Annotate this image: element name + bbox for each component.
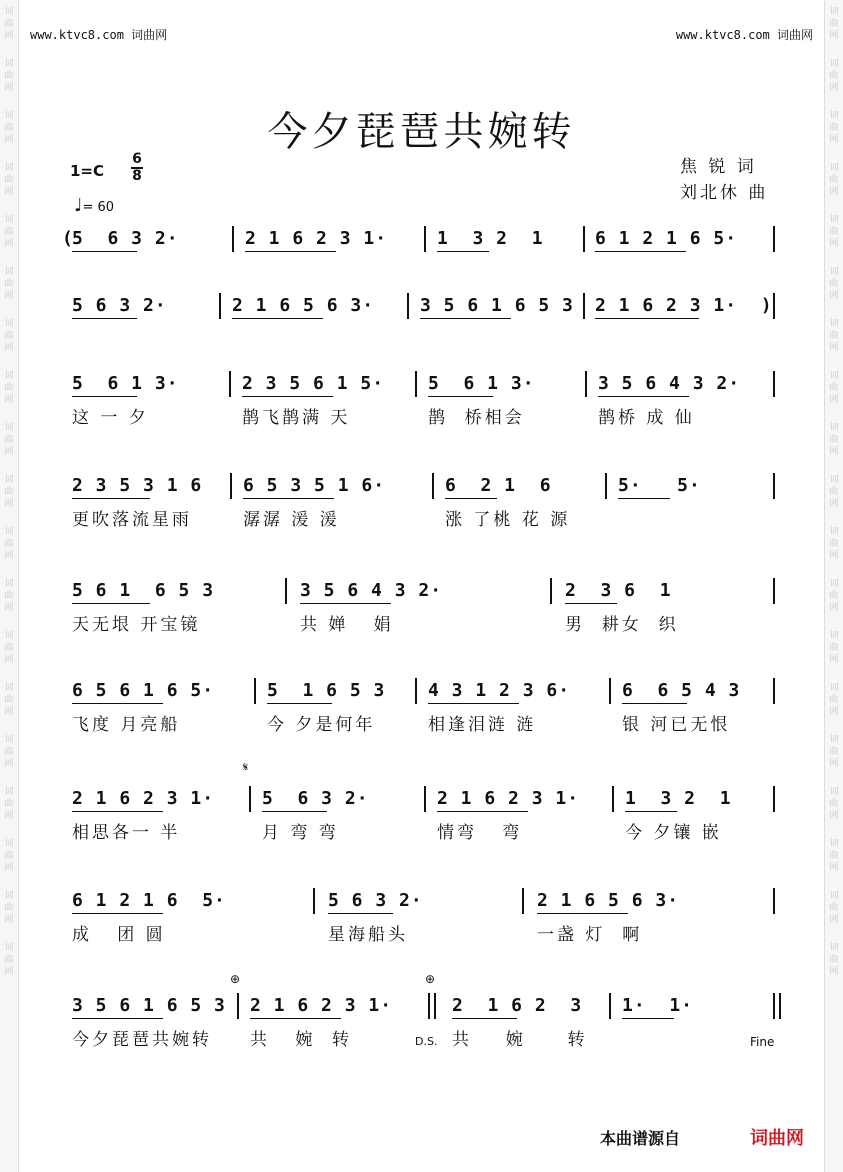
fine-marker: Fine [750,1035,775,1049]
measure: 6 5 6 1 6 5· [72,680,215,701]
watermark-text: 词 曲 网 [4,7,14,41]
beam-underline [595,318,699,319]
lyrics-line [0,403,843,427]
measure: 2 1 6 2 3 1· [437,788,580,809]
barline [609,993,611,1019]
watermark-text: 词 曲 网 [4,631,14,665]
beam-underline [72,603,150,604]
watermark-text: 词 曲 网 [4,267,14,301]
watermark-text: 词 曲 网 [4,735,14,769]
notation-line [0,778,843,818]
lyric-fragment: 一盏 灯 啊 [537,925,643,945]
watermark-text: 词 曲 网 [829,527,839,561]
measure: 5 6 1 3· [428,373,535,394]
measure: 2 3 5 3 1 6 [72,475,203,496]
watermark-text: 词 曲 网 [829,7,839,41]
beam-underline [622,703,687,704]
watermark-text: 词 曲 网 [829,215,839,249]
meter-top: 6 [132,151,142,167]
barline [773,293,775,319]
coda-marker-1: ⊕ [230,972,241,986]
measure: 1 3 2 1 [437,228,544,249]
barline [313,888,315,914]
notation-line [0,285,843,325]
watermark-text: 词 曲 网 [4,111,14,145]
footer-brand-link[interactable]: 词曲网 [750,1128,804,1149]
barline [612,786,614,812]
lyric-fragment: 共 婉 转 [452,1030,588,1050]
beam-underline [72,498,150,499]
ds-marker: D.S. [415,1035,438,1048]
barline [432,473,434,499]
watermark-text: 词 曲 网 [829,163,839,197]
notation-line [0,570,843,610]
notation-line [0,363,843,403]
beam-underline [565,603,617,604]
composer: 刘北休 曲 [680,183,769,203]
watermark-text: 词 曲 网 [4,423,14,457]
measure: 2 1 6 5 6 3· [232,295,375,316]
measure: 6 1 2 1 6 5· [72,890,226,911]
barline [550,578,552,604]
measure: 5 1 6 5 3 [267,680,386,701]
lyric-fragment: 鹊飞鹊满 天 [242,408,351,428]
lyrics-line [0,325,843,349]
barline [583,226,585,252]
barline [407,293,409,319]
coda-marker-2: ⊕ [425,972,436,986]
watermark-text: 词 曲 网 [4,839,14,873]
lyric-fragment: 潺潺 湲 湲 [243,510,340,530]
measure: 2 1 6 5 6 3· [537,890,680,911]
beam-underline [537,913,628,914]
watermark-text: 词 曲 网 [4,59,14,93]
site-url-left[interactable]: www.ktvc8.com 词曲网 [30,28,168,42]
lyric-fragment: 男 耕女 织 [565,615,679,635]
beam-underline [300,603,391,604]
lyric-fragment: 共 婵 娟 [300,615,394,635]
lyric-fragment: 天无垠 开宝镜 [72,615,201,635]
measure: 6 1 2 1 6 5· [595,228,738,249]
key-signature: 1=C [70,162,105,180]
barline [773,473,775,499]
meter-bottom: 8 [132,168,142,184]
beam-underline [428,396,493,397]
barline [773,888,775,914]
song-title: 今夕琵琶共婉转 [267,109,576,155]
beam-underline [242,396,333,397]
measure: 5 6 1 6 5 3 [72,580,215,601]
barline [773,226,775,252]
watermark-text: 词 曲 网 [829,475,839,509]
barline [230,473,232,499]
beam-underline [428,703,519,704]
beam-underline [267,703,332,704]
beam-underline [445,498,497,499]
watermark-text: 词 曲 网 [829,423,839,457]
beam-underline [598,396,689,397]
measure: 5 6 3 2· [72,295,167,316]
measure: 2 1 6 2 3 1· ) [595,295,773,316]
lyric-fragment: 相思各一 半 [72,823,181,843]
beam-underline [232,318,323,319]
credits [680,154,768,206]
measure: 3 5 6 1 6 5 3 [72,995,226,1016]
barline [428,993,430,1019]
notation-line [0,880,843,920]
barline [605,473,607,499]
measure: 2 3 5 6 1 5· [242,373,385,394]
lyric-fragment: 今 夕镶 嵌 [625,823,722,843]
barline [773,786,775,812]
barline [424,786,426,812]
lyric-fragment: 今 夕是何年 [267,715,376,735]
watermark-text: 词 曲 网 [829,839,839,873]
beam-underline [250,1018,341,1019]
measure: 5 6 1 3· [72,373,179,394]
watermark-text: 词 曲 网 [829,371,839,405]
measure: 2 1 6 2 3 1· [72,788,215,809]
watermark-text: 词 曲 网 [4,215,14,249]
beam-underline [262,811,327,812]
beam-underline [72,811,163,812]
beam-underline [625,811,677,812]
lyric-fragment: 今夕琵琶共婉转 [72,1030,212,1050]
barline [609,678,611,704]
lyric-fragment: 飞度 月亮船 [72,715,181,735]
double-barline [434,993,436,1019]
barline [583,293,585,319]
notation-line [0,985,843,1025]
notation-line [0,465,843,505]
measure: 3 5 6 1 6 5 3 [420,295,574,316]
tempo-marking [74,195,114,216]
barline [585,371,587,397]
measure: 5 6 3 2· [328,890,423,911]
double-barline [779,993,781,1019]
lyricist: 焦 锐 词 [680,157,757,177]
barline [424,226,426,252]
notation-line [0,670,843,710]
barline [229,371,231,397]
watermark-text: 词 曲 网 [829,787,839,821]
quarter-note-icon: ♩ [74,195,83,216]
lyric-fragment: 鹊 桥相会 [428,408,525,428]
barline [773,993,775,1019]
watermark-text: 词 曲 网 [829,683,839,717]
watermark-text: 词 曲 网 [829,59,839,93]
tempo-value: = 60 [82,200,115,215]
watermark-text: 词 曲 网 [4,943,14,977]
watermark-text: 词 曲 网 [4,371,14,405]
site-url-right[interactable]: www.ktvc8.com 词曲网 [675,28,813,42]
beam-underline [595,251,686,252]
measure: 3 5 6 4 3 2· [300,580,443,601]
segno-marker: 𝄋 [243,760,249,774]
watermark-text: 词 曲 网 [4,319,14,353]
watermark-text: 词 曲 网 [829,735,839,769]
barline [773,371,775,397]
lyric-fragment: 星海船头 [328,925,408,945]
beam-underline [72,1018,163,1019]
lyric-fragment: 情弯 弯 [437,823,523,843]
watermark-text: 词 曲 网 [829,891,839,925]
barline [237,993,239,1019]
watermark-text: 词 曲 网 [4,163,14,197]
barline [254,678,256,704]
measure: 4 3 1 2 3 6· [428,680,571,701]
barline [522,888,524,914]
beam-underline [437,811,528,812]
beam-underline [243,498,334,499]
lyric-fragment: 鹊桥 成 仙 [598,408,695,428]
watermark-text: 词 曲 网 [4,475,14,509]
barline [415,678,417,704]
lyric-fragment: 更吹落流星雨 [72,510,192,530]
barline [249,786,251,812]
beam-underline [72,251,137,252]
barline [773,678,775,704]
beam-underline [245,251,336,252]
watermark-text: 词 曲 网 [4,579,14,613]
watermark-text: 词 曲 网 [829,631,839,665]
lyric-fragment: 涨 了桃 花 源 [445,510,571,530]
beam-underline [72,396,137,397]
watermark-text: 词 曲 网 [829,943,839,977]
beam-underline [72,318,137,319]
measure: 6 5 3 5 1 6· [243,475,386,496]
lyric-fragment: 月 弯 弯 [262,823,339,843]
lyric-fragment: 这 一 夕 [72,408,149,428]
lyrics-line [0,610,843,634]
barline [232,226,234,252]
measure: 5 6 3 2· [262,788,369,809]
watermark-text: 词 曲 网 [4,527,14,561]
watermark-text: 词 曲 网 [4,891,14,925]
watermark-text: 词 曲 网 [4,683,14,717]
lyrics-line [0,818,843,842]
measure: 2 1 6 2 3 1· [250,995,393,1016]
lyric-fragment: 银 河已无恨 [622,715,731,735]
beam-underline [437,251,489,252]
watermark-text: 词 曲 网 [4,787,14,821]
measure: 3 5 6 4 3 2· [598,373,741,394]
lyrics-line [0,505,843,529]
measure: 5· 5· [618,475,701,496]
watermark-text: 词 曲 网 [829,319,839,353]
footer-source-label: 本曲谱源自 [600,1129,681,1148]
beam-underline [452,1018,517,1019]
barline [415,371,417,397]
intro-paren: ( [62,228,73,249]
barline [285,578,287,604]
beam-underline [72,703,163,704]
measure: 2 1 6 2 3 [452,995,583,1016]
beam-underline [622,1018,674,1019]
lyric-fragment: 共 婉 转 [250,1030,353,1050]
lyric-fragment: 成 团 圆 [72,925,166,945]
lyric-fragment: 相逢泪涟 涟 [428,715,537,735]
watermark-text: 词 曲 网 [829,267,839,301]
measure: 6 2 1 6 [445,475,552,496]
beam-underline [618,498,670,499]
lyrics-line [0,920,843,944]
barline [773,578,775,604]
watermark-text: 词 曲 网 [829,111,839,145]
measure: 1 3 2 1 [625,788,732,809]
measure: 6 6 5 4 3 [622,680,741,701]
lyrics-line [0,258,843,282]
beam-underline [328,913,393,914]
time-signature [130,152,144,184]
barline [219,293,221,319]
watermark-text: 词 曲 网 [829,579,839,613]
lyrics-line [0,710,843,734]
measure: 2 3 6 1 [565,580,672,601]
measure: 2 1 6 2 3 1· [245,228,388,249]
measure: 5 6 3 2· [72,228,179,249]
beam-underline [420,318,511,319]
beam-underline [72,913,163,914]
measure: 1· 1· [622,995,694,1016]
notation-line [0,218,843,258]
